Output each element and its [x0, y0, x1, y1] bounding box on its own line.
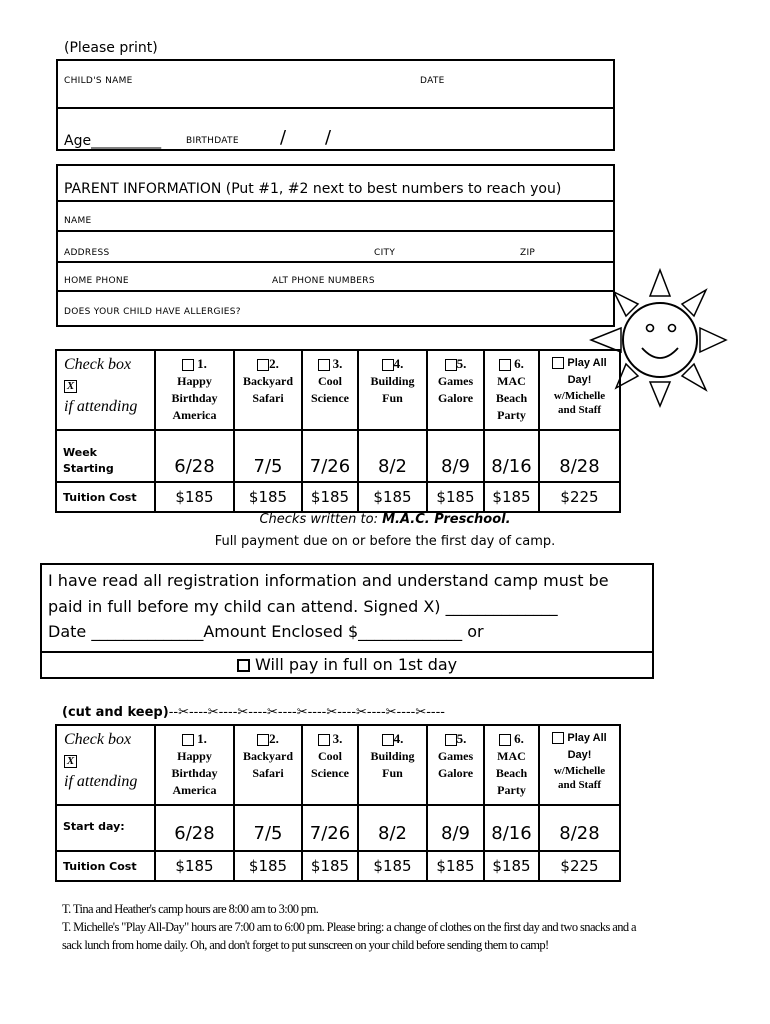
checkbox-icon[interactable] — [318, 359, 330, 371]
birthdate-slash-1: / — [280, 127, 287, 148]
start-day-label: Start day: — [56, 805, 155, 851]
week-starting-label: Week Starting — [56, 430, 155, 482]
camp-6-cost: $185 — [492, 488, 531, 506]
checkbox-icon[interactable] — [382, 734, 394, 746]
camp-5-date: 8/9 — [441, 456, 470, 477]
pay-in-full-checkbox-icon[interactable] — [237, 659, 250, 672]
camp-7-cost: $225 — [560, 857, 599, 875]
cut-line — [62, 705, 445, 720]
allergies-label: DOES YOUR CHILD HAVE ALLERGIES? — [64, 307, 241, 317]
camp-7-header[interactable]: Play All Day! w/Michelle and Staff — [539, 350, 620, 430]
camp-4-cost: $185 — [373, 857, 412, 875]
camp-table-keep — [55, 724, 621, 882]
child-info-box — [56, 59, 615, 151]
camp-2-cost: $185 — [248, 857, 288, 875]
childs-name-label: CHILD'S NAME — [64, 76, 133, 86]
pay-in-full-option[interactable] — [42, 655, 652, 674]
checked-box-icon: X — [64, 755, 77, 768]
cut-and-keep-label: (cut and keep) — [62, 705, 169, 720]
birthdate-label: BIRTHDATE — [186, 136, 239, 146]
agreement-line-1: I have read all registration information and understand camp must be — [48, 571, 609, 590]
footer-line-3: sack lunch from home daily. Oh, and don't forget to put sunscreen on your child before sending them to camp! — [62, 938, 549, 952]
camp-6-header[interactable]: 6. MAC Beach Party — [484, 350, 539, 430]
home-phone-label: HOME PHONE — [64, 276, 129, 286]
camp-4-header[interactable]: 4. Building Fun — [358, 725, 427, 805]
camp-6-cost: $185 — [492, 857, 531, 875]
zip-label: ZIP — [520, 248, 536, 258]
if-attending-text: if attending — [64, 398, 138, 415]
checked-box-icon: X — [64, 380, 77, 393]
address-label: ADDRESS — [64, 248, 110, 258]
camp-6-date: 8/16 — [491, 823, 532, 844]
camp-1-date: 6/28 — [174, 823, 215, 844]
camp-5-header[interactable]: 5. Games Galore — [427, 725, 484, 805]
agreement-box — [40, 563, 654, 679]
camp-1-cost: $185 — [175, 857, 214, 875]
camp-4-header[interactable]: 4. Building Fun — [358, 350, 427, 430]
camp-2-header[interactable]: 2. Backyard Safari — [234, 725, 302, 805]
footer-line-1: T. Tina and Heather's camp hours are 8:00 am to 3:00 pm. — [62, 902, 319, 916]
camp-7-header[interactable]: Play All Day! w/Michelle and Staff — [539, 725, 620, 805]
checkbox-icon[interactable] — [182, 734, 194, 746]
check-box-text: Check box — [64, 356, 132, 373]
birthdate-slash-2: / — [325, 127, 332, 148]
parent-info-box — [56, 164, 615, 327]
camp-7-date: 8/28 — [559, 456, 600, 477]
check-box-text: Check box — [64, 731, 132, 748]
camp-5-date: 8/9 — [441, 823, 470, 844]
camp-4-date: 8/2 — [378, 823, 407, 844]
camp-2-header[interactable]: 2. Backyard Safari — [234, 350, 302, 430]
checkbox-icon[interactable] — [552, 732, 564, 744]
checkbox-icon[interactable] — [382, 359, 394, 371]
camp-5-cost: $185 — [436, 857, 475, 875]
camp-3-header[interactable]: 3. Cool Science — [302, 350, 358, 430]
checks-written-to: Checks written to: M.A.C. Preschool. — [259, 512, 511, 527]
checkbox-icon[interactable] — [445, 734, 457, 746]
parent-info-title: PARENT INFORMATION (Put #1, #2 next to best numbers to reach you) — [64, 181, 562, 197]
camp-7-date: 8/28 — [559, 823, 600, 844]
camp-6-date: 8/16 — [491, 456, 532, 477]
checkbox-icon[interactable] — [499, 734, 511, 746]
city-label: CITY — [374, 248, 396, 258]
age-field[interactable]: Age__________ — [64, 133, 162, 149]
camp-5-header[interactable]: 5. Games Galore — [427, 350, 484, 430]
camp-3-cost: $185 — [310, 488, 350, 506]
camp-1-cost: $185 — [175, 488, 214, 506]
if-attending-text: if attending — [64, 773, 138, 790]
camp-5-cost: $185 — [436, 488, 475, 506]
camp-7-cost: $225 — [560, 488, 599, 506]
footer-line-2: T. Michelle's "Play All-Day" hours are 7:00 am to 6:00 pm. Please bring: a change of clothes on the first day and two snacks and a — [62, 920, 637, 934]
checkbox-icon[interactable] — [257, 734, 269, 746]
date-label: DATE — [420, 76, 445, 86]
checkbox-icon[interactable] — [257, 359, 269, 371]
camp-3-date: 7/26 — [309, 823, 351, 844]
camp-4-date: 8/2 — [378, 456, 407, 477]
camp-2-date: 7/5 — [253, 456, 283, 477]
camp-table — [55, 349, 621, 513]
please-print-note: (Please print) — [64, 40, 158, 56]
agreement-line-2[interactable]: paid in full before my child can attend. Signed X) ______________ — [48, 597, 558, 616]
agreement-line-3[interactable]: Date ______________Amount Enclosed $_____________ or — [48, 622, 484, 641]
tuition-cost-label: Tuition Cost — [56, 851, 155, 881]
check-box-header — [56, 725, 155, 805]
checkbox-icon[interactable] — [499, 359, 511, 371]
camp-3-header[interactable]: 3. Cool Science — [302, 725, 358, 805]
footer-notes — [62, 900, 742, 954]
camp-4-cost: $185 — [373, 488, 412, 506]
camp-3-date: 7/26 — [309, 456, 351, 477]
full-payment-note: Full payment due on or before the first day of camp. — [214, 534, 556, 549]
camp-1-date: 6/28 — [174, 456, 215, 477]
pay-in-full-label: Will pay in full on 1st day — [254, 655, 458, 674]
check-box-header — [56, 350, 155, 430]
camp-1-header[interactable]: 1. Happy Birthday America — [155, 350, 234, 430]
checkbox-icon[interactable] — [552, 357, 564, 369]
tuition-cost-label: Tuition Cost — [56, 482, 155, 512]
camp-6-header[interactable]: 6. MAC Beach Party — [484, 725, 539, 805]
camp-2-cost: $185 — [248, 488, 288, 506]
camp-3-cost: $185 — [310, 857, 350, 875]
alt-phone-label: ALT PHONE NUMBERS — [272, 276, 375, 286]
parent-name-label: NAME — [64, 216, 92, 226]
camp-2-date: 7/5 — [253, 823, 283, 844]
checkbox-icon[interactable] — [445, 359, 457, 371]
checkbox-icon[interactable] — [182, 359, 194, 371]
camp-1-header[interactable]: 1. Happy Birthday America — [155, 725, 234, 805]
checkbox-icon[interactable] — [318, 734, 330, 746]
scissors-icon: --✂----✂----✂----✂----✂----✂----✂----✂----✂---- — [168, 705, 445, 720]
